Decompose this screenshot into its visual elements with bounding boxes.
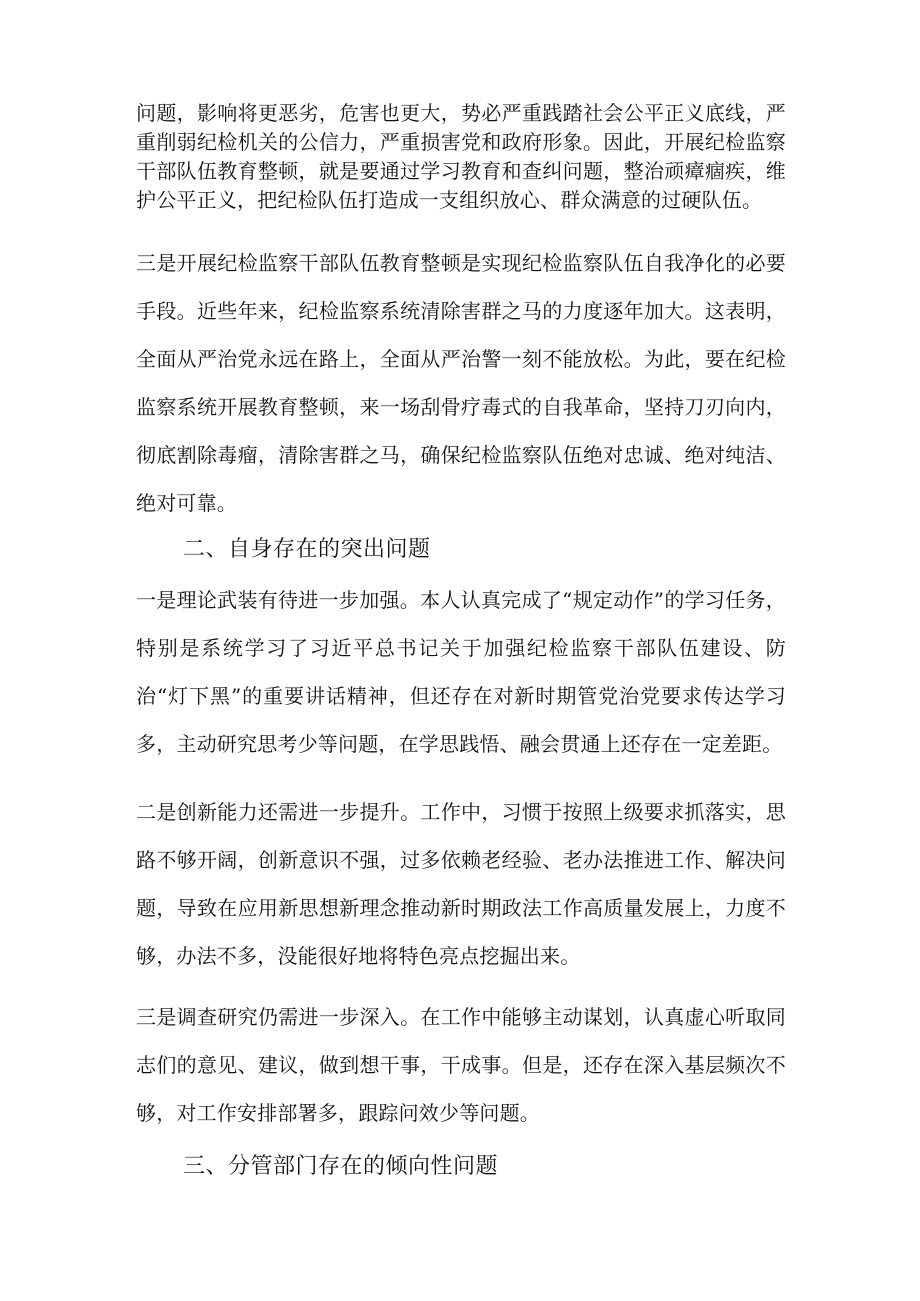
paragraph-third-point: 三是开展纪检监察干部队伍教育整顿是实现纪检监察队伍自我净化的必要手段。近些年来，纪检监察系统清除害群之马的力度逐年加大。这表明，全面从严治党永远在路上，全面从严治警一刻不能放松。为此，要在纪检监察系统开展教育整顿，来一场刮骨疗毒式的自我革命，坚持刀刃向内，彻底割除毒瘤，清除害群之马，确保纪检监察队伍绝对忠诚、绝对纯洁、绝对可靠。 [136, 251, 786, 515]
section-heading-own-problems: 二、自身存在的突出问题 [183, 537, 431, 562]
section-heading-department-problems: 三、分管部门存在的倾向性问题 [183, 1154, 499, 1179]
paragraph-theory-study: 一是理论武装有待进一步加强。本人认真完成了“规定动作”的学习任务，特别是系统学习了习近平总书记关于加强纪检监察干部队伍建设、防治“灯下黑”的重要讲话精神，但还存在对新时期管党治党要求传达学习多，主动研究思考少等问题，在学思践悟、融会贯通上还存在一定差距。 [136, 588, 786, 756]
paragraph-innovation: 二是创新能力还需进一步提升。工作中，习惯于按照上级要求抓落实，思路不够开阔，创新意识不强，过多依赖老经验、老办法推进工作、解决问题，导致在应用新思想新理念推动新时期政法工作高质量发展上，力度不够，办法不多，没能很好地将特色亮点挖掘出来。 [136, 800, 786, 968]
paragraph-continued: 问题，影响将更恶劣，危害也更大，势必严重践踏社会公平正义底线，严重削弱纪检机关的公信力，严重损害党和政府形象。因此，开展纪检监察干部队伍教育整顿，就是要通过学习教育和查纠问题，整治顽瘴痼疾，维护公平正义，把纪检队伍打造成一支组织放心、群众满意的过硬队伍。 [136, 101, 786, 212]
paragraph-research: 三是调查研究仍需进一步深入。在工作中能够主动谋划，认真虚心听取同志们的意见、建议，做到想干事，干成事。但是，还存在深入基层频次不够，对工作安排部署多，跟踪问效少等问题。 [136, 1005, 786, 1125]
